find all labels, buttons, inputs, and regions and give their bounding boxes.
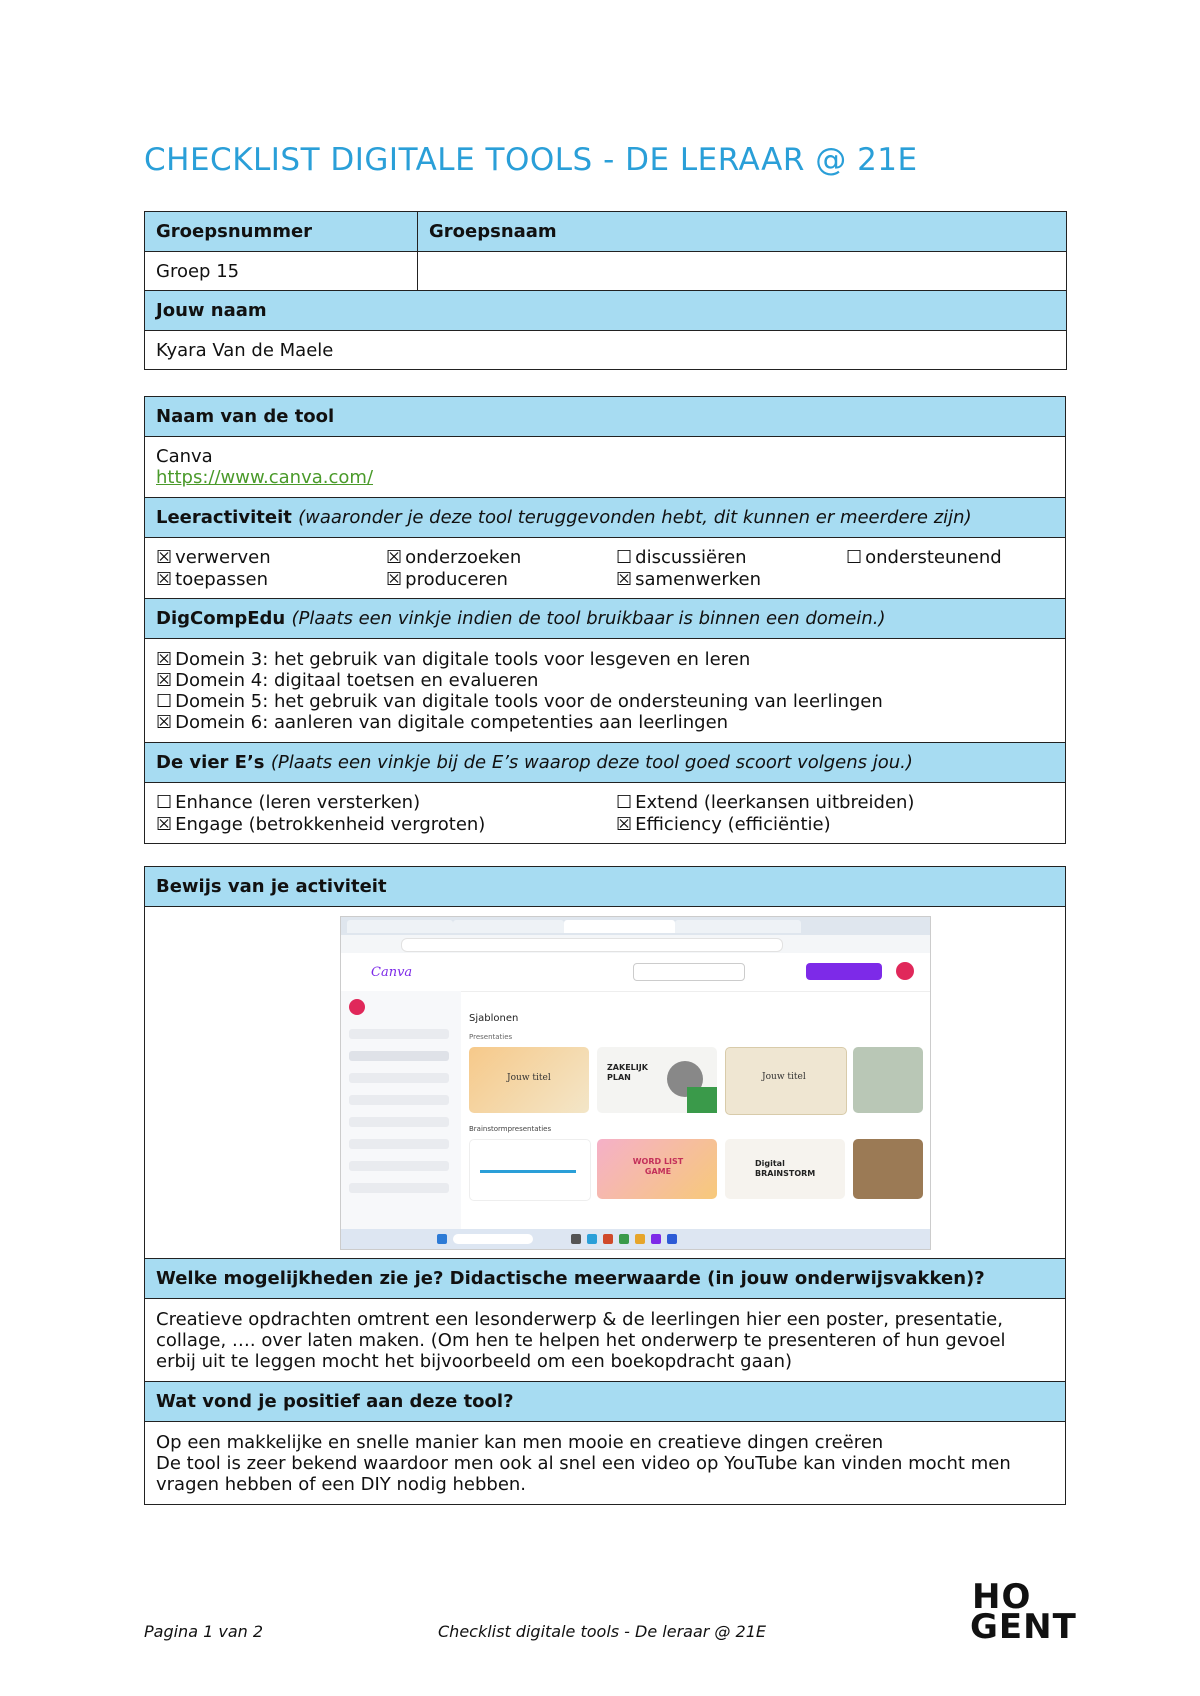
checkbox-icon[interactable]: ☒ [616,813,633,835]
canva-sidebar [341,991,461,1229]
checkbox-icon[interactable]: ☒ [156,546,173,568]
taskbar-search-icon [453,1234,533,1244]
possibilities-text: Creatieve opdrachten omtrent een lesonderwerp & de leerlingen hier een poster, presentatie, collage, …. over laten maken. (Om hen te helpen het onderwerp te presenteren of hun gevoel erbij uit te leggen mocht het bijvoorbeeld om een boekopdracht gaan) [145,1299,1066,1382]
activity-option[interactable]: ☒ onderzoeken [386,546,522,568]
tool-name: Canva [156,446,213,467]
tool-url-link[interactable]: https://www.canva.com/ [156,467,374,488]
positive-label: Wat vond je positief aan deze tool? [145,1382,1066,1422]
sidebar-item [349,1095,449,1105]
templates-title: Sjablonen [469,1013,519,1024]
checkbox-icon[interactable]: ☒ [156,568,173,590]
presentations-row-label: Presentaties [469,1033,513,1041]
sidebar-item [349,1161,449,1171]
sidebar-item [349,1183,449,1193]
hogent-logo: HO GENT [970,1577,1077,1647]
group-name-label: Groepsnaam [418,212,1067,252]
checkbox-icon[interactable]: ☐ [846,546,863,568]
template-card [469,1139,591,1201]
activity-option[interactable]: ☐ discussiëren [616,546,747,568]
browser-tab [347,920,453,933]
sidebar-item [349,1117,449,1127]
learning-activity-header [145,498,1066,538]
search-input [633,963,745,981]
checkbox-icon[interactable]: ☒ [156,648,173,670]
activity-option[interactable]: ☒ samenwerken [616,568,762,590]
domain-option[interactable]: ☒ Domein 6: aanleren van digitale competenties aan leerlingen [156,711,729,733]
canva-logo: Canva [371,965,413,980]
app-icon [603,1234,613,1244]
footer-page-number: Pagina 1 van 2 [144,1622,264,1641]
browser-addressbar [341,935,930,954]
four-es-header [145,743,1066,783]
os-taskbar [341,1229,930,1249]
template-shape [687,1087,717,1113]
group-number-value: Groep 15 [145,252,418,291]
activity-option[interactable]: ☒ toepassen [156,568,268,590]
group-name-value [418,252,1067,291]
checkbox-icon[interactable]: ☐ [156,690,173,712]
template-card: Digital BRAINSTORM [725,1139,845,1199]
sidebar-item [349,1139,449,1149]
sidebar-item [349,1051,449,1061]
template-card [853,1047,923,1113]
app-icon [619,1234,629,1244]
template-card [853,1139,923,1199]
canva-header [341,953,930,992]
digcompedu-options [145,639,1066,743]
browser-tabbar [341,917,930,935]
tool-name-cell [145,437,1066,498]
template-card: Jouw titel [469,1047,589,1113]
template-card: WORD LIST GAME [597,1139,717,1199]
app-icon [571,1234,581,1244]
digcompedu-hint: (Plaats een vinkje indien de tool bruikbaar is binnen een domein.) [291,608,886,629]
brainstorm-row-label: Brainstormpresentaties [469,1125,552,1133]
checkbox-icon[interactable]: ☒ [616,568,633,590]
domain-option[interactable]: ☐ Domein 5: het gebruik van digitale tools voor de ondersteuning van leerlingen [156,690,883,712]
four-es-options [145,783,1066,844]
avatar [349,999,365,1015]
possibilities-label: Welke mogelijkheden zie je? Didactische meerwaarde (in jouw onderwijsvakken)? [145,1259,1066,1299]
your-name-value: Kyara Van de Maele [145,331,1067,370]
evidence-label: Bewijs van je activiteit [145,867,1066,907]
avatar [896,962,914,980]
your-name-label: Jouw naam [145,291,1067,331]
tool-name-label: Naam van de tool [145,397,1066,437]
sidebar-item [349,1029,449,1039]
app-icon [667,1234,677,1244]
activity-option[interactable]: ☒ produceren [386,568,508,590]
browser-tab [453,920,564,933]
four-es-label: De vier E’s [156,752,265,773]
app-icon [651,1234,661,1244]
windows-icon [437,1234,447,1244]
checkbox-icon[interactable]: ☒ [156,813,173,835]
domain-option[interactable]: ☒ Domein 3: het gebruik van digitale tools voor lesgeven en leren [156,648,751,670]
e-option[interactable]: ☐ Extend (leerkansen uitbreiden) [616,791,915,813]
checkbox-icon[interactable]: ☐ [156,791,173,813]
e-option[interactable]: ☐ Enhance (leren versterken) [156,791,421,813]
page-title: CHECKLIST DIGITALE TOOLS - DE LERAAR @ 21E [144,142,918,178]
tool-table [144,396,1066,844]
app-icon [635,1234,645,1244]
url-field [401,938,783,952]
evidence-screenshot [340,916,931,1250]
learning-activity-label: Leeractiviteit [156,507,292,528]
domain-option[interactable]: ☒ Domein 4: digitaal toetsen en evalueren [156,669,539,691]
browser-tab [564,920,675,933]
activity-option[interactable]: ☐ ondersteunend [846,546,1002,568]
e-option[interactable]: ☒ Efficiency (efficiëntie) [616,813,831,835]
browser-tab [675,920,801,933]
group-number-label: Groepsnummer [145,212,418,252]
checkbox-icon[interactable]: ☒ [156,711,173,733]
checkbox-icon[interactable]: ☒ [386,546,403,568]
learning-activity-options [145,538,1066,599]
template-card: ZAKELIJK PLAN [597,1047,717,1113]
template-card: Jouw titel [725,1047,847,1115]
template-timeline [480,1170,576,1173]
e-option[interactable]: ☒ Engage (betrokkenheid vergroten) [156,813,486,835]
digcompedu-header [145,599,1066,639]
checkbox-icon[interactable]: ☐ [616,546,633,568]
group-info-table [144,211,1067,370]
create-design-button [806,963,882,980]
digcompedu-label: DigCompEdu [156,608,286,629]
footer-doc-title: Checklist digitale tools - De leraar @ 21E [438,1622,766,1641]
checkbox-icon[interactable]: ☒ [156,669,173,691]
positive-text: Op een makkelijke en snelle manier kan men mooie en creatieve dingen creëren De tool is zeer bekend waardoor men ook al snel een video op YouTube kan vinden mocht men vragen hebben of een DIY nodig hebben. [145,1422,1066,1505]
sidebar-item [349,1073,449,1083]
activity-option[interactable]: ☒ verwerven [156,546,271,568]
four-es-hint: (Plaats een vinkje bij de E’s waarop deze tool goed scoort volgens jou.) [270,752,913,773]
checkbox-icon[interactable]: ☐ [616,791,633,813]
app-icon [587,1234,597,1244]
checkbox-icon[interactable]: ☒ [386,568,403,590]
learning-activity-hint: (waaronder je deze tool teruggevonden hebt, dit kunnen er meerdere zijn) [298,507,972,528]
